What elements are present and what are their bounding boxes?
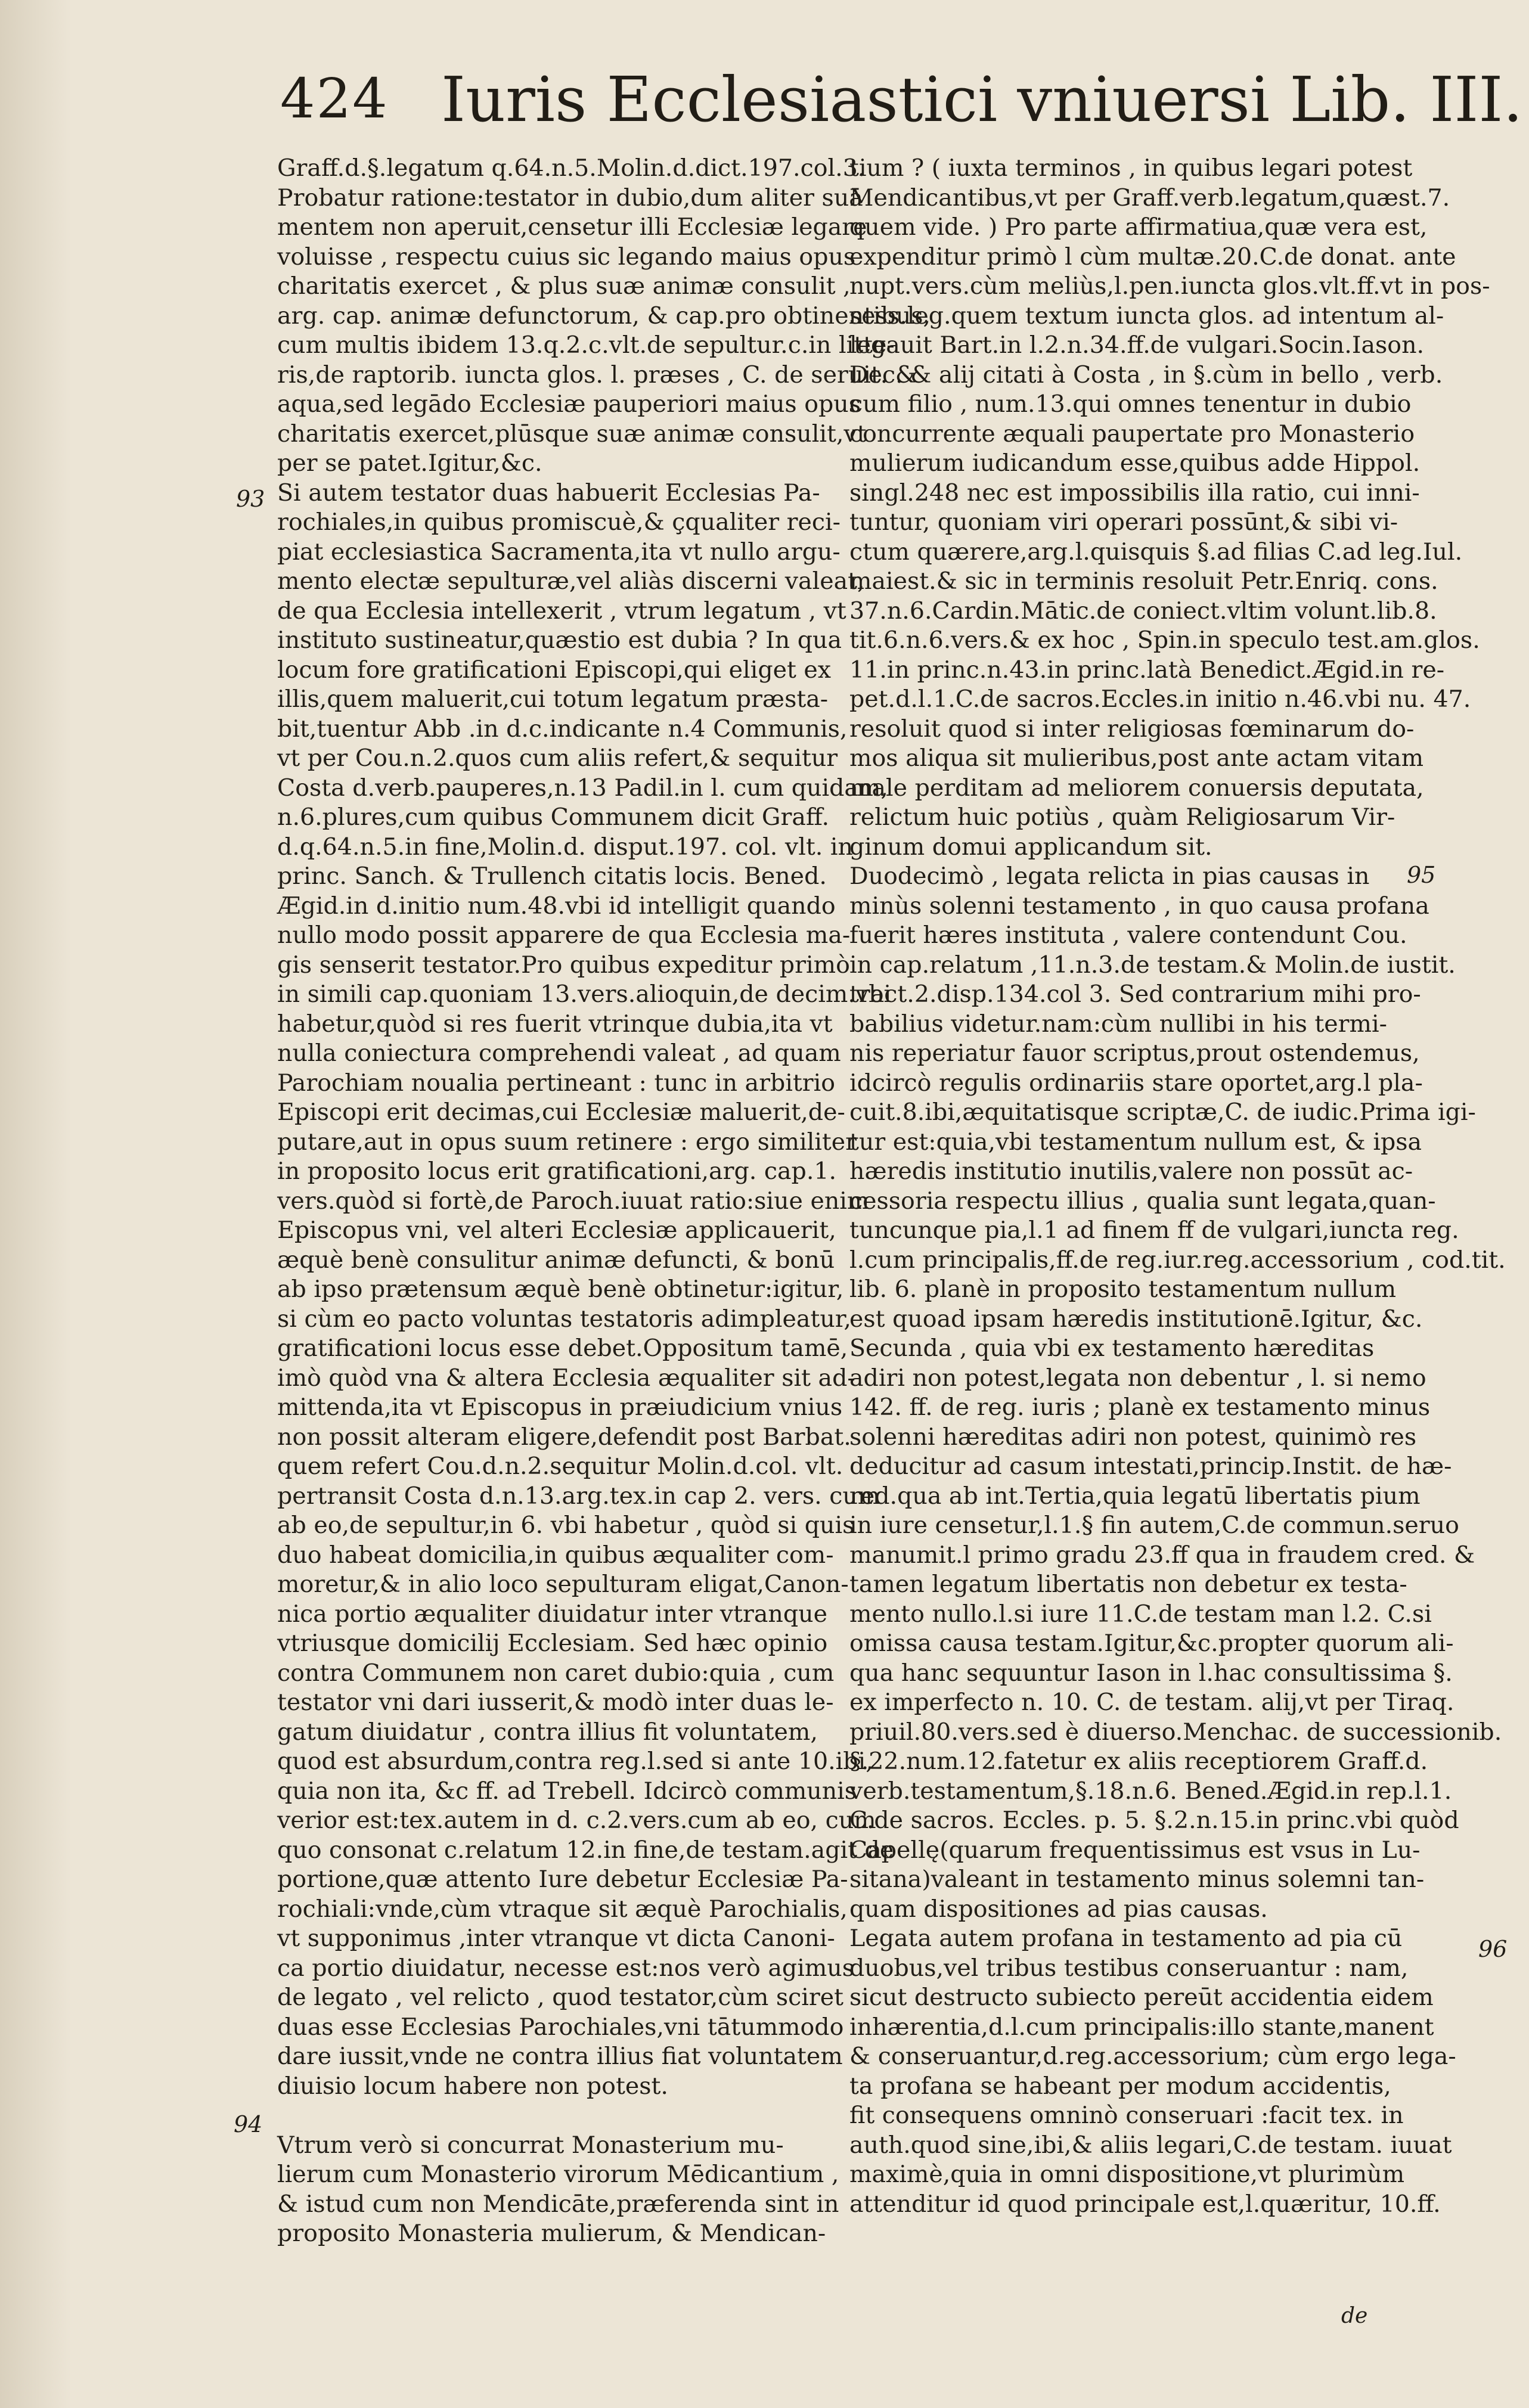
left-column-line: per se patet.Igitur,&c.	[277, 449, 542, 477]
running-title: Iuris Ecclesiastici vniuersi Lib. III.	[441, 63, 1523, 136]
left-column-line: duo habeat domicilia,in quibus æqualiter com-	[277, 1541, 834, 1569]
right-column-line: ctum quærere,arg.l.quisquis §.ad filias C.ad leg.Iul.	[849, 538, 1463, 566]
right-column-line: Mendicantibus,vt per Graff.verb.legatum,quæst.7.	[849, 184, 1450, 212]
right-column-line: adiri non potest,legata non debentur , l. si nemo	[849, 1364, 1426, 1392]
right-column-line: 142. ff. de reg. iuris ; planè ex testamento minus	[849, 1394, 1431, 1421]
left-column-line: charitatis exercet , & plus suæ animæ consulit ,	[277, 272, 851, 300]
left-column-line: Si autem testator duas habuerit Ecclesias Pa-	[277, 479, 820, 507]
left-column-line: Episcopus vni, vel alteri Ecclesiæ applicauerit,	[277, 1217, 836, 1244]
right-column-line: singl.248 nec est impossibilis illa ratio, cui inni-	[849, 479, 1420, 507]
right-column-line: quam dispositiones ad pias causas.	[849, 1895, 1268, 1923]
right-column-line: Dec. & alij citati à Costa , in §.cùm in bello , verb.	[849, 361, 1443, 389]
left-column-line: voluisse , respectu cuius sic legando maius opus	[277, 243, 856, 271]
left-column-line: vtriusque domicilij Ecclesiam. Sed hæc opinio	[277, 1630, 828, 1657]
margin-number-93: 93	[236, 486, 265, 512]
left-column-line: charitatis exercet,plūsque suæ animæ consulit,vt	[277, 420, 867, 448]
left-column-line: ca portio diuidatur, necesse est:nos verò agimus	[277, 1954, 855, 1982]
left-column-line: si cùm eo pacto voluntas testatoris adimpleatur,	[277, 1305, 851, 1333]
left-column-line: quia non ita, &c ff. ad Trebell. Idcircò communis	[277, 1777, 857, 1805]
right-column-line: Legata autem profana in testamento ad pia cū	[849, 1925, 1403, 1952]
right-column-line: lib. 6. planè in proposito testamentum nullum	[849, 1276, 1397, 1303]
left-column-line: Vtrum verò si concurrat Monasterium mu-	[277, 2131, 784, 2159]
right-column-line: tract.2.disp.134.col 3. Sed contrarium mihi pro-	[849, 980, 1421, 1008]
right-column-line: relictum huic potiùs , quàm Religiosarum Vir-	[849, 803, 1395, 831]
right-column-line: idcircò regulis ordinariis stare oportet,arg.l pla-	[849, 1069, 1423, 1097]
left-column-line: locum fore gratificationi Episcopi,qui eliget ex	[277, 656, 832, 684]
left-column-line: rochiali:vnde,cùm vtraque sit æquè Parochialis,	[277, 1895, 848, 1923]
left-column-line	[277, 2101, 826, 2131]
right-column-line: tium ? ( iuxta terminos , in quibus legari potest	[849, 154, 1413, 182]
right-column-line: auth.quod sine,ibi,& aliis legari,C.de testam. iuuat	[849, 2131, 1452, 2159]
right-column-line: Duodecimò , legata relicta in pias causas in	[849, 862, 1370, 890]
right-column-line: red.qua ab int.Tertia,quia legatū libertatis pium	[849, 1482, 1421, 1510]
left-column-line: putare,aut in opus suum retinere : ergo similiter	[277, 1128, 857, 1156]
right-column-line: qua hanc sequuntur Iason in l.hac consultissima §.	[849, 1659, 1453, 1687]
right-column-line: sitana)valeant in testamento minus solemni tan-	[849, 1866, 1425, 1893]
left-column-line: aqua,sed legādo Ecclesiæ pauperiori maius opus	[277, 390, 861, 418]
left-column-line: vers.quòd si fortè,de Paroch.iuuat ratio:siue enim	[277, 1187, 870, 1215]
left-column-line: ab ipso prætensum æquè benè obtinetur:igitur,	[277, 1276, 844, 1303]
right-column-line: omissa causa testam.Igitur,&c.propter quorum ali-	[849, 1630, 1454, 1657]
left-column-line: nica portio æqualiter diuidatur inter vtranque	[277, 1600, 827, 1628]
left-column-line: princ. Sanch. & Trullench citatis locis. Bened.	[277, 862, 827, 890]
left-column-line: bit,tuentur Abb .in d.c.indicante n.4 Communis,	[277, 715, 848, 743]
left-column-line: ris,de raptorib. iuncta glos. l. præses , C. de seruit. &	[277, 361, 917, 389]
right-column-line: maiest.& sic in terminis resoluit Petr.Enriq. cons.	[849, 567, 1438, 595]
right-column-line: ta profana se habeant per modum accidentis,	[849, 2072, 1391, 2100]
left-column-line: rochiales,in quibus promiscuè,& çqualiter reci-	[277, 508, 841, 536]
page-number: 424	[280, 67, 389, 131]
left-column-line: nullo modo possit apparere de qua Ecclesia ma-	[277, 921, 851, 949]
right-column-line: inhærentia,d.l.cum principalis:illo stante,manent	[849, 2013, 1434, 2041]
right-column-line: male perditam ad meliorem conuersis deputata,	[849, 774, 1424, 802]
left-column-line: Probatur ratione:testator in dubio,dum aliter suā	[277, 184, 863, 212]
left-column-line: æquè benè consulitur animæ defuncti, & bonū	[277, 1246, 835, 1274]
right-column-line: fuerit hæres instituta , valere contendunt Cou.	[849, 921, 1407, 949]
right-column-line: Capellę(quarum frequentissimus est vsus in Lu-	[849, 1836, 1421, 1864]
right-column-line: §.22.num.12.fatetur ex aliis receptiorem Graff.d.	[849, 1748, 1428, 1775]
left-column-line: ab eo,de sepultur,in 6. vbi habetur , quòd si quis	[277, 1512, 855, 1539]
left-text-column	[277, 154, 931, 2249]
right-column-line: nupt.vers.cùm meliùs,l.pen.iuncta glos.vlt.ff.vt in pos-	[849, 272, 1490, 300]
left-column-line: diuisio locum habere non potest.	[277, 2072, 668, 2100]
right-column-line: tit.6.n.6.vers.& ex hoc , Spin.in speculo test.am.glos.	[849, 626, 1480, 654]
left-column-line: non possit alteram eligere,defendit post Barbat.	[277, 1423, 851, 1451]
left-column-line: d.q.64.n.5.in fine,Molin.d. disput.197. col. vlt. in	[277, 833, 853, 861]
left-column-line: Parochiam noualia pertineant : tunc in arbitrio	[277, 1069, 836, 1097]
left-column-line: Ægid.in d.initio num.48.vbi id intelligit quando	[277, 892, 836, 920]
right-column-line: legauit Bart.in l.2.n.34.ff.de vulgari.Socin.Iason.	[849, 331, 1425, 359]
right-column-line: & conseruantur,d.reg.accessorium; cùm ergo lega-	[849, 2043, 1456, 2070]
right-column-line: Secunda , quia vbi ex testamento hæreditas	[849, 1335, 1375, 1362]
left-column-line: dare iussit,vnde ne contra illius fiat voluntatem	[277, 2043, 843, 2070]
left-column-line: mento electæ sepulturæ,vel aliàs discerni valeat,	[277, 567, 865, 595]
right-column-line: solenni hæreditas adiri non potest, quinimò res	[849, 1423, 1417, 1451]
right-column-line: sess.leg.quem textum iuncta glos. ad intentum al-	[849, 302, 1444, 330]
left-column-line: de legato , vel relicto , quod testator,cùm sciret	[277, 1984, 844, 2011]
margin-number-94: 94	[234, 2111, 263, 2137]
right-column-line: mulierum iudicandum esse,quibus adde Hippol.	[849, 449, 1421, 477]
right-column-line: fit consequens omninò conseruari :facit tex. in	[849, 2102, 1404, 2129]
left-column-line: contra Communem non caret dubio:quia , cum	[277, 1659, 835, 1687]
page-gutter-shadow	[0, 0, 72, 2408]
right-column-line: babilius videtur.nam:cùm nullibi in his termi-	[849, 1010, 1387, 1038]
left-column-line: mentem non aperuit,censetur illi Ecclesiæ legare	[277, 213, 867, 241]
left-column-line: arg. cap. animæ defunctorum, & cap.pro obtinentibus,	[277, 302, 931, 330]
left-column-line: quem refert Cou.d.n.2.sequitur Molin.d.col. vlt.	[277, 1453, 843, 1480]
left-column-line: in simili cap.quoniam 13.vers.alioquin,de decim.vbi	[277, 980, 892, 1008]
left-column-line: mittenda,ita vt Episcopus in præiudicium vnius	[277, 1394, 843, 1421]
right-column-line: duobus,vel tribus testibus conseruantur : nam,	[849, 1954, 1409, 1982]
right-column-line: resoluit quod si inter religiosas fœminarum do-	[849, 715, 1415, 743]
left-column-line: piat ecclesiastica Sacramenta,ita vt nullo argu-	[277, 538, 841, 566]
right-column-line: cuit.8.ibi,æquitatisque scriptæ,C. de iudic.Prima igi-	[849, 1099, 1476, 1126]
right-column-line: tuntur, quoniam viri operari possūnt,& sibi vi-	[849, 508, 1398, 536]
right-column-line: l.cum principalis,ff.de reg.iur.reg.accessorium , cod.tit.	[849, 1246, 1506, 1274]
right-column-line: est quoad ipsam hæredis institutionē.Igitur, &c.	[849, 1305, 1423, 1333]
right-column-line: cum filio , num.13.qui omnes tenentur in dubio	[849, 390, 1412, 418]
left-column-line: testator vni dari iusserit,& modò inter duas le-	[277, 1689, 834, 1716]
right-column-line: nis reperiatur fauor scriptus,prout ostendemus,	[849, 1039, 1420, 1067]
left-column-line: proposito Monasteria mulierum, & Mendican-	[277, 2220, 826, 2247]
left-column-line: duas esse Ecclesias Parochiales,vni tātummodo	[277, 2013, 844, 2041]
right-column-line: pet.d.l.1.C.de sacros.Eccles.in initio n.46.vbi nu. 47.	[849, 685, 1471, 713]
right-column-line: minùs solenni testamento , in quo causa profana	[849, 892, 1429, 920]
left-column-line: nulla coniectura comprehendi valeat , ad quam	[277, 1039, 841, 1067]
right-column-line: hæredis institutio inutilis,valere non possūt ac-	[849, 1158, 1413, 1185]
left-column-line: Costa d.verb.pauperes,n.13 Padil.in l. cum quidam,	[277, 774, 888, 802]
right-column-line: tuncunque pia,l.1 ad finem ff de vulgari,iuncta reg.	[849, 1217, 1459, 1244]
right-column-line: verb.testamentum,§.18.n.6. Bened.Ægid.in rep.l.1.	[849, 1777, 1452, 1805]
left-column-line: moretur,& in alio loco sepulturam eligat,Canon-	[277, 1571, 849, 1598]
right-column-line: in iure censetur,l.1.§ fin autem,C.de commun.seruo	[849, 1512, 1459, 1539]
left-column-line: instituto sustineatur,quæstio est dubia ? In qua	[277, 626, 842, 654]
left-column-line: illis,quem maluerit,cui totum legatum præsta-	[277, 685, 829, 713]
right-column-line: ex imperfecto n. 10. C. de testam. alij,vt per Tiraq.	[849, 1689, 1454, 1716]
left-column-line: quo consonat c.relatum 12.in fine,de testam.agit de	[277, 1836, 894, 1864]
right-column-line: tamen legatum libertatis non debetur ex testa-	[849, 1571, 1407, 1598]
right-column-line: expenditur primò l cùm multæ.20.C.de donat. ante	[849, 243, 1456, 271]
right-column-line: attenditur id quod principale est,l.quæritur, 10.ff.	[849, 2190, 1441, 2218]
left-column-line: n.6.plures,cum quibus Communem dicit Graff.	[277, 803, 830, 831]
left-column-line: portione,quæ attento Iure debetur Ecclesiæ Pa-	[277, 1866, 848, 1893]
right-column-line: concurrente æquali paupertate pro Monasterio	[849, 420, 1415, 448]
left-column-line: cum multis ibidem 13.q.2.c.vlt.de sepultur.c.in litte-	[277, 331, 895, 359]
left-column-line: & istud cum non Mendicāte,præferenda sint in	[277, 2190, 839, 2218]
left-column-line: pertransit Costa d.n.13.arg.tex.in cap 2. vers. cum	[277, 1482, 880, 1510]
right-column-line: tur est:quia,vbi testamentum nullum est, & ipsa	[849, 1128, 1422, 1156]
right-column-line: 37.n.6.Cardin.Mātic.de coniect.vltim volunt.lib.8.	[849, 597, 1437, 625]
margin-number-95: 95	[1407, 862, 1436, 888]
left-column-line: lierum cum Monasterio virorum Mēdicantium ,	[277, 2161, 839, 2188]
right-column-line: in cap.relatum ,11.n.3.de testam.& Molin.de iustit.	[849, 951, 1456, 979]
left-column-line: verior est:tex.autem in d. c.2.vers.cum ab eo, cum	[277, 1807, 876, 1834]
left-column-line: gis senserit testator.Pro quibus expeditur primò	[277, 951, 850, 979]
right-column-line: sicut destructo subiecto pereūt accidentia eidem	[849, 1984, 1434, 2011]
left-column-line: habetur,quòd si res fuerit vtrinque dubia,ita vt	[277, 1010, 833, 1038]
right-column-line: 11.in princ.n.43.in princ.latà Benedict.Ægid.in re-	[849, 656, 1445, 684]
left-column-line: vt supponimus ,inter vtranque vt dicta Canoni-	[277, 1925, 835, 1952]
left-column-line: quod est absurdum,contra reg.l.sed si ante 10.ibi,	[277, 1748, 873, 1775]
left-column-line: imò quòd vna & altera Ecclesia æqualiter sit ad-	[277, 1364, 855, 1392]
right-column-line: ginum domui applicandum sit.	[849, 833, 1212, 861]
left-column-line: in proposito locus erit gratificationi,arg. cap.1.	[277, 1158, 837, 1185]
left-column-line: gatum diuidatur , contra illius fit voluntatem,	[277, 1718, 818, 1746]
right-column-line: cessoria respectu illius , qualia sunt legata,quan-	[849, 1187, 1436, 1215]
right-column-line: manumit.l primo gradu 23.ff qua in fraudem cred. &	[849, 1541, 1475, 1569]
right-column-line: mento nullo.l.si iure 11.C.de testam man l.2. C.si	[849, 1600, 1432, 1628]
right-column-line: C.de sacros. Eccles. p. 5. §.2.n.15.in princ.vbi quòd	[849, 1807, 1459, 1834]
catchword: de	[1341, 2304, 1368, 2328]
right-column-line: quem vide. ) Pro parte affirmatiua,quæ vera est,	[849, 213, 1428, 241]
right-column-line: mos aliqua sit mulieribus,post ante actam vitam	[849, 744, 1424, 772]
right-column-line: maximè,quia in omni dispositione,vt plurimùm	[849, 2161, 1405, 2188]
right-column-line: priuil.80.vers.sed è diuerso.Menchac. de successionib.	[849, 1718, 1502, 1746]
left-column-line: de qua Ecclesia intellexerit , vtrum legatum , vt	[277, 597, 846, 625]
left-column-line: vt per Cou.n.2.quos cum aliis refert,& sequitur	[277, 744, 838, 772]
left-column-line: Graff.d.§.legatum q.64.n.5.Molin.d.dict.197.col.3.	[277, 154, 866, 182]
margin-number-96: 96	[1478, 1936, 1508, 1962]
right-column-line: deducitur ad casum intestati,princip.Instit. de hæ-	[849, 1453, 1452, 1480]
left-column-line: Episcopi erit decimas,cui Ecclesiæ maluerit,de-	[277, 1099, 845, 1126]
page-header	[280, 63, 1523, 144]
left-column-line: gratificationi locus esse debet.Oppositum tamē,	[277, 1335, 848, 1362]
